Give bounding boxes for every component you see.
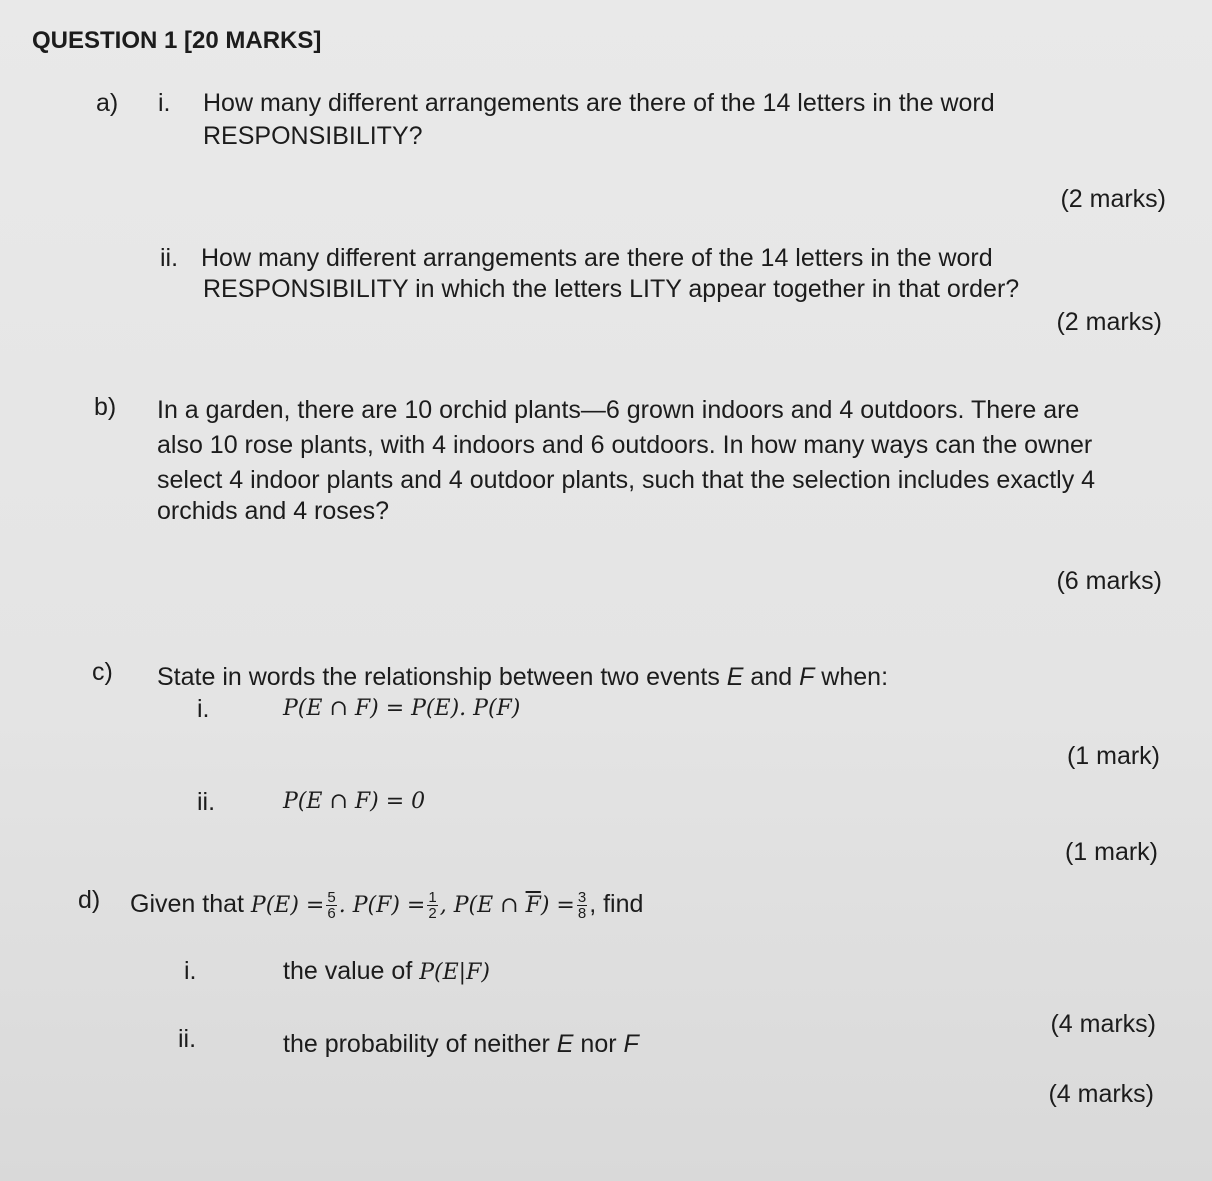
part-d-ii-mid: nor	[573, 1030, 624, 1058]
part-d-ii-e: E	[556, 1030, 574, 1058]
part-c-ii-number: ii.	[197, 788, 216, 816]
part-d-ii-marks: (4 marks)	[1048, 1080, 1154, 1108]
part-c-i-formula: P(E ∩ F) = P(E). P(F)	[283, 696, 521, 721]
part-d-ii-f: F	[623, 1030, 639, 1058]
part-c-ii-marks: (1 mark)	[1064, 838, 1158, 866]
part-a-ii-marks: (2 marks)	[1056, 308, 1162, 336]
event-f: F	[799, 663, 815, 691]
part-c-stem-after: when:	[814, 663, 889, 691]
pefbar-formula-post: ) =	[540, 893, 575, 918]
part-d-i-text	[283, 954, 490, 990]
part-d-i-label: the value of	[283, 957, 420, 985]
part-d-i-number: i.	[184, 957, 197, 985]
pe-denominator: 6	[327, 904, 336, 922]
part-b-line1: In a garden, there are 10 orchid plants—6 grown indoors and 4 outdoors. There are	[157, 396, 1080, 424]
part-c-stem	[157, 660, 888, 694]
part-c-label: c)	[92, 658, 113, 686]
part-d-i-formula: P(E|F)	[419, 960, 490, 985]
part-c-i-marks: (1 mark)	[1066, 742, 1160, 770]
part-b-label: b)	[94, 393, 117, 421]
part-c-stem-before: State in words the relationship between two events	[157, 663, 727, 691]
part-d-label: d)	[78, 886, 101, 914]
part-b-line2: also 10 rose plants, with 4 indoors and 6 outdoors. In how many ways can the owner	[157, 431, 1093, 459]
pefbar-numerator: 3	[577, 888, 587, 906]
f-complement: $\overline{F}$	[525, 893, 541, 918]
pf-fraction	[427, 890, 437, 921]
pf-formula: . P(F) =	[338, 893, 426, 918]
part-a-ii-line2: RESPONSIBILITY in which the letters LITY appear together in that order?	[203, 275, 1020, 303]
pefbar-formula-pre: , P(E ∩	[439, 893, 526, 918]
pefbar-denominator: 8	[577, 904, 587, 922]
part-d-i-marks: (4 marks)	[1050, 1010, 1156, 1038]
part-b-marks: (6 marks)	[1056, 567, 1162, 595]
event-e: E	[726, 663, 744, 691]
part-c-ii-formula: P(E ∩ F) = 0	[283, 789, 426, 814]
part-a-i-line2: RESPONSIBILITY?	[203, 122, 423, 150]
pe-numerator: 5	[327, 888, 336, 906]
question-title: QUESTION 1 [20 MARKS]	[32, 27, 322, 54]
part-c-stem-and: and	[743, 663, 800, 691]
part-d-given-text: Given that	[130, 890, 244, 918]
pf-numerator: 1	[428, 888, 437, 906]
part-d-ii-before: the probability of neither	[283, 1030, 557, 1058]
part-a-ii-number: ii.	[160, 244, 179, 272]
pe-formula: P(E) =	[250, 893, 325, 918]
part-d-ii-number: ii.	[178, 1025, 197, 1053]
part-a-i-line1: How many different arrangements are there of the 14 letters in the word	[203, 89, 995, 117]
pefbar-fraction	[577, 890, 587, 921]
pf-denominator: 2	[428, 904, 437, 922]
pe-fraction	[326, 890, 336, 921]
part-b-line4: orchids and 4 roses?	[157, 497, 390, 525]
part-d-ii-text	[283, 1027, 639, 1061]
part-c-i-number: i.	[197, 695, 210, 723]
part-d-find: , find	[589, 890, 644, 918]
part-d-given-line	[130, 887, 643, 923]
part-a-i-number: i.	[158, 89, 171, 117]
part-a-ii-line1: How many different arrangements are there of the 14 letters in the word	[201, 244, 993, 272]
part-a-label: a)	[96, 89, 119, 117]
part-a-i-marks: (2 marks)	[1060, 185, 1166, 213]
part-b-line3: select 4 indoor plants and 4 outdoor plants, such that the selection includes exactly 4	[157, 466, 1096, 494]
